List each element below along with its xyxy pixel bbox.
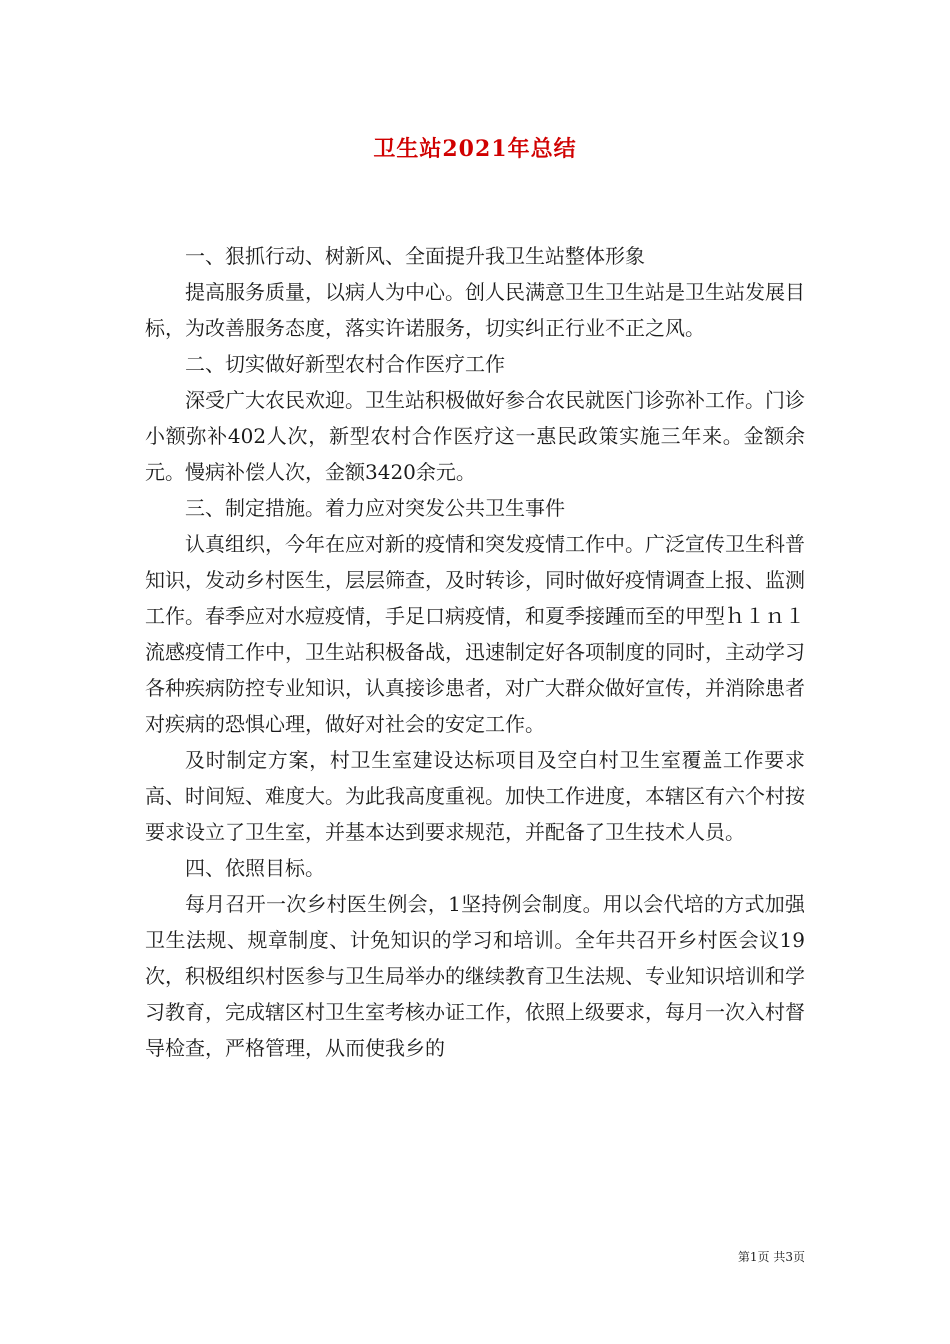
paragraph: 每月召开一次乡村医生例会，1坚持例会制度。用以会代培的方式加强卫生法规、规章制度、计免知识的学习和培训。全年共召开乡村医会议19次，积极组织村医参与卫生局举办的继续教育卫生法规、专业知识培训和学习教育，完成辖区村卫生室考核办证工作，依照上级要求，每月一次入村督导检查，严格管理，从而使我乡的 — [145, 892, 805, 1060]
document-body — [145, 238, 805, 1066]
section-heading-1: 一、狠抓行动、树新风、全面提升我卫生站整体形象 — [185, 244, 645, 268]
paragraph: 认真组织，今年在应对新的疫情和突发疫情工作中。广泛宣传卫生科普知识，发动乡村医生，层层筛查，及时转诊，同时做好疫情调查上报、监测工作。春季应对水痘疫情，手足口病疫情，和夏季接踵而至的甲型ｈ１ｎ１流感疫情工作中，卫生站积极备战，迅速制定好各项制度的同时，主动学习各种疾病防控专业知识，认真接诊患者，对广大群众做好宣传，并消除患者对疾病的恐惧心理，做好对社会的安定工作。 — [145, 532, 805, 736]
section-heading-2: 二、切实做好新型农村合作医疗工作 — [185, 352, 505, 376]
paragraph: 深受广大农民欢迎。卫生站积极做好参合农民就医门诊弥补工作。门诊小额弥补402人次，新型农村合作医疗这一惠民政策实施三年来。金额余元。慢病补偿人次，金额3420余元。 — [145, 388, 805, 484]
document-title: 卫生站2021年总结 — [373, 136, 577, 162]
section-heading-3: 三、制定措施。着力应对突发公共卫生事件 — [185, 496, 565, 520]
paragraph: 提高服务质量，以病人为中心。创人民满意卫生卫生站是卫生站发展目标，为改善服务态度，落实许诺服务，切实纠正行业不正之风。 — [145, 280, 805, 340]
section-heading-4: 四、依照目标。 — [185, 856, 325, 880]
page-footer: 第1页 共3页 — [737, 1250, 805, 1264]
paragraph: 及时制定方案，村卫生室建设达标项目及空白村卫生室覆盖工作要求高、时间短、难度大。为此我高度重视。加快工作进度，本辖区有六个村按要求设立了卫生室，并基本达到要求规范，并配备了卫生技术人员。 — [145, 748, 805, 844]
